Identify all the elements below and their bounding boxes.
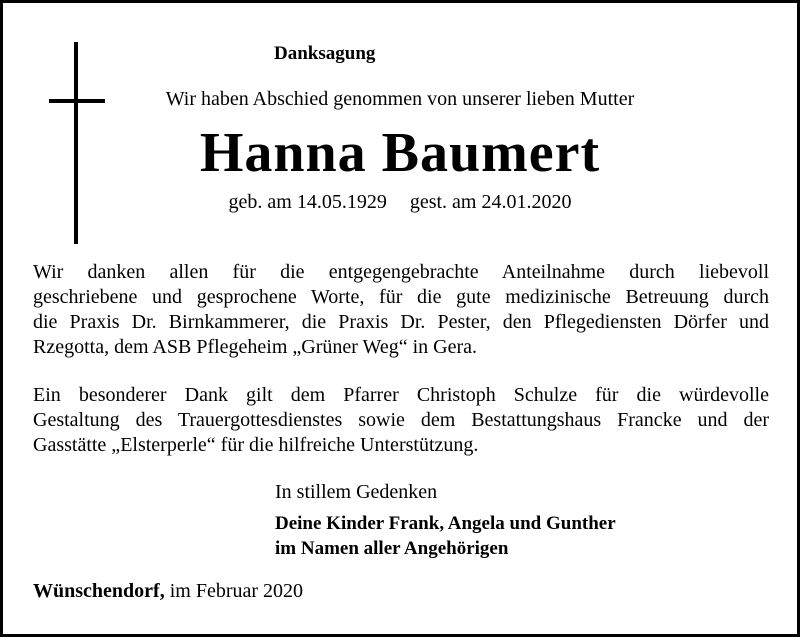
- place-name: Wünschendorf,: [33, 580, 165, 602]
- birth-date: geb. am 14.05.1929: [228, 191, 387, 213]
- notice-date: im Februar 2020: [169, 580, 304, 602]
- thanks-paragraph-2: [33, 383, 769, 458]
- paragraph-line: Rzegotta, dem ASB Pflegeheim „Grüner Weg“ in Gera.: [33, 336, 478, 358]
- signer-line: Deine Kinder Frank, Angela und Gunther: [275, 513, 616, 534]
- place-date: [33, 580, 303, 603]
- deceased-name: Hanna Baumert: [199, 122, 601, 184]
- life-dates: [0, 191, 800, 214]
- notice-heading: Danksagung: [274, 43, 376, 64]
- death-date: gest. am 24.01.2020: [409, 191, 572, 213]
- paragraph-line: die Praxis Dr. Birnkammerer, die Praxis Dr. Pester, den Pflegediensten Dörfer und: [33, 311, 769, 333]
- intro-text: Wir haben Abschied genommen von unserer lieben Mutter: [165, 88, 635, 110]
- signers: [275, 511, 616, 561]
- signer-line: im Namen aller Angehörigen: [275, 538, 509, 559]
- thanks-paragraph-1: [33, 260, 769, 360]
- paragraph-line: Gestaltung des Trauergottesdienstes sowie dem Bestattungshaus Francke und der: [33, 409, 769, 431]
- paragraph-line: Wir danken allen für die entgegengebrachte Anteilnahme durch liebevoll: [33, 261, 769, 283]
- closing-text: In stillem Gedenken: [275, 481, 438, 503]
- paragraph-line: Gasstätte „Elsterperle“ für die hilfreiche Unterstützung.: [33, 434, 479, 456]
- paragraph-line: geschriebene und gesprochene Worte, für die gute medizinische Betreuung durch: [33, 286, 769, 308]
- paragraph-line: Ein besonderer Dank gilt dem Pfarrer Christoph Schulze für die würdevolle: [33, 384, 769, 406]
